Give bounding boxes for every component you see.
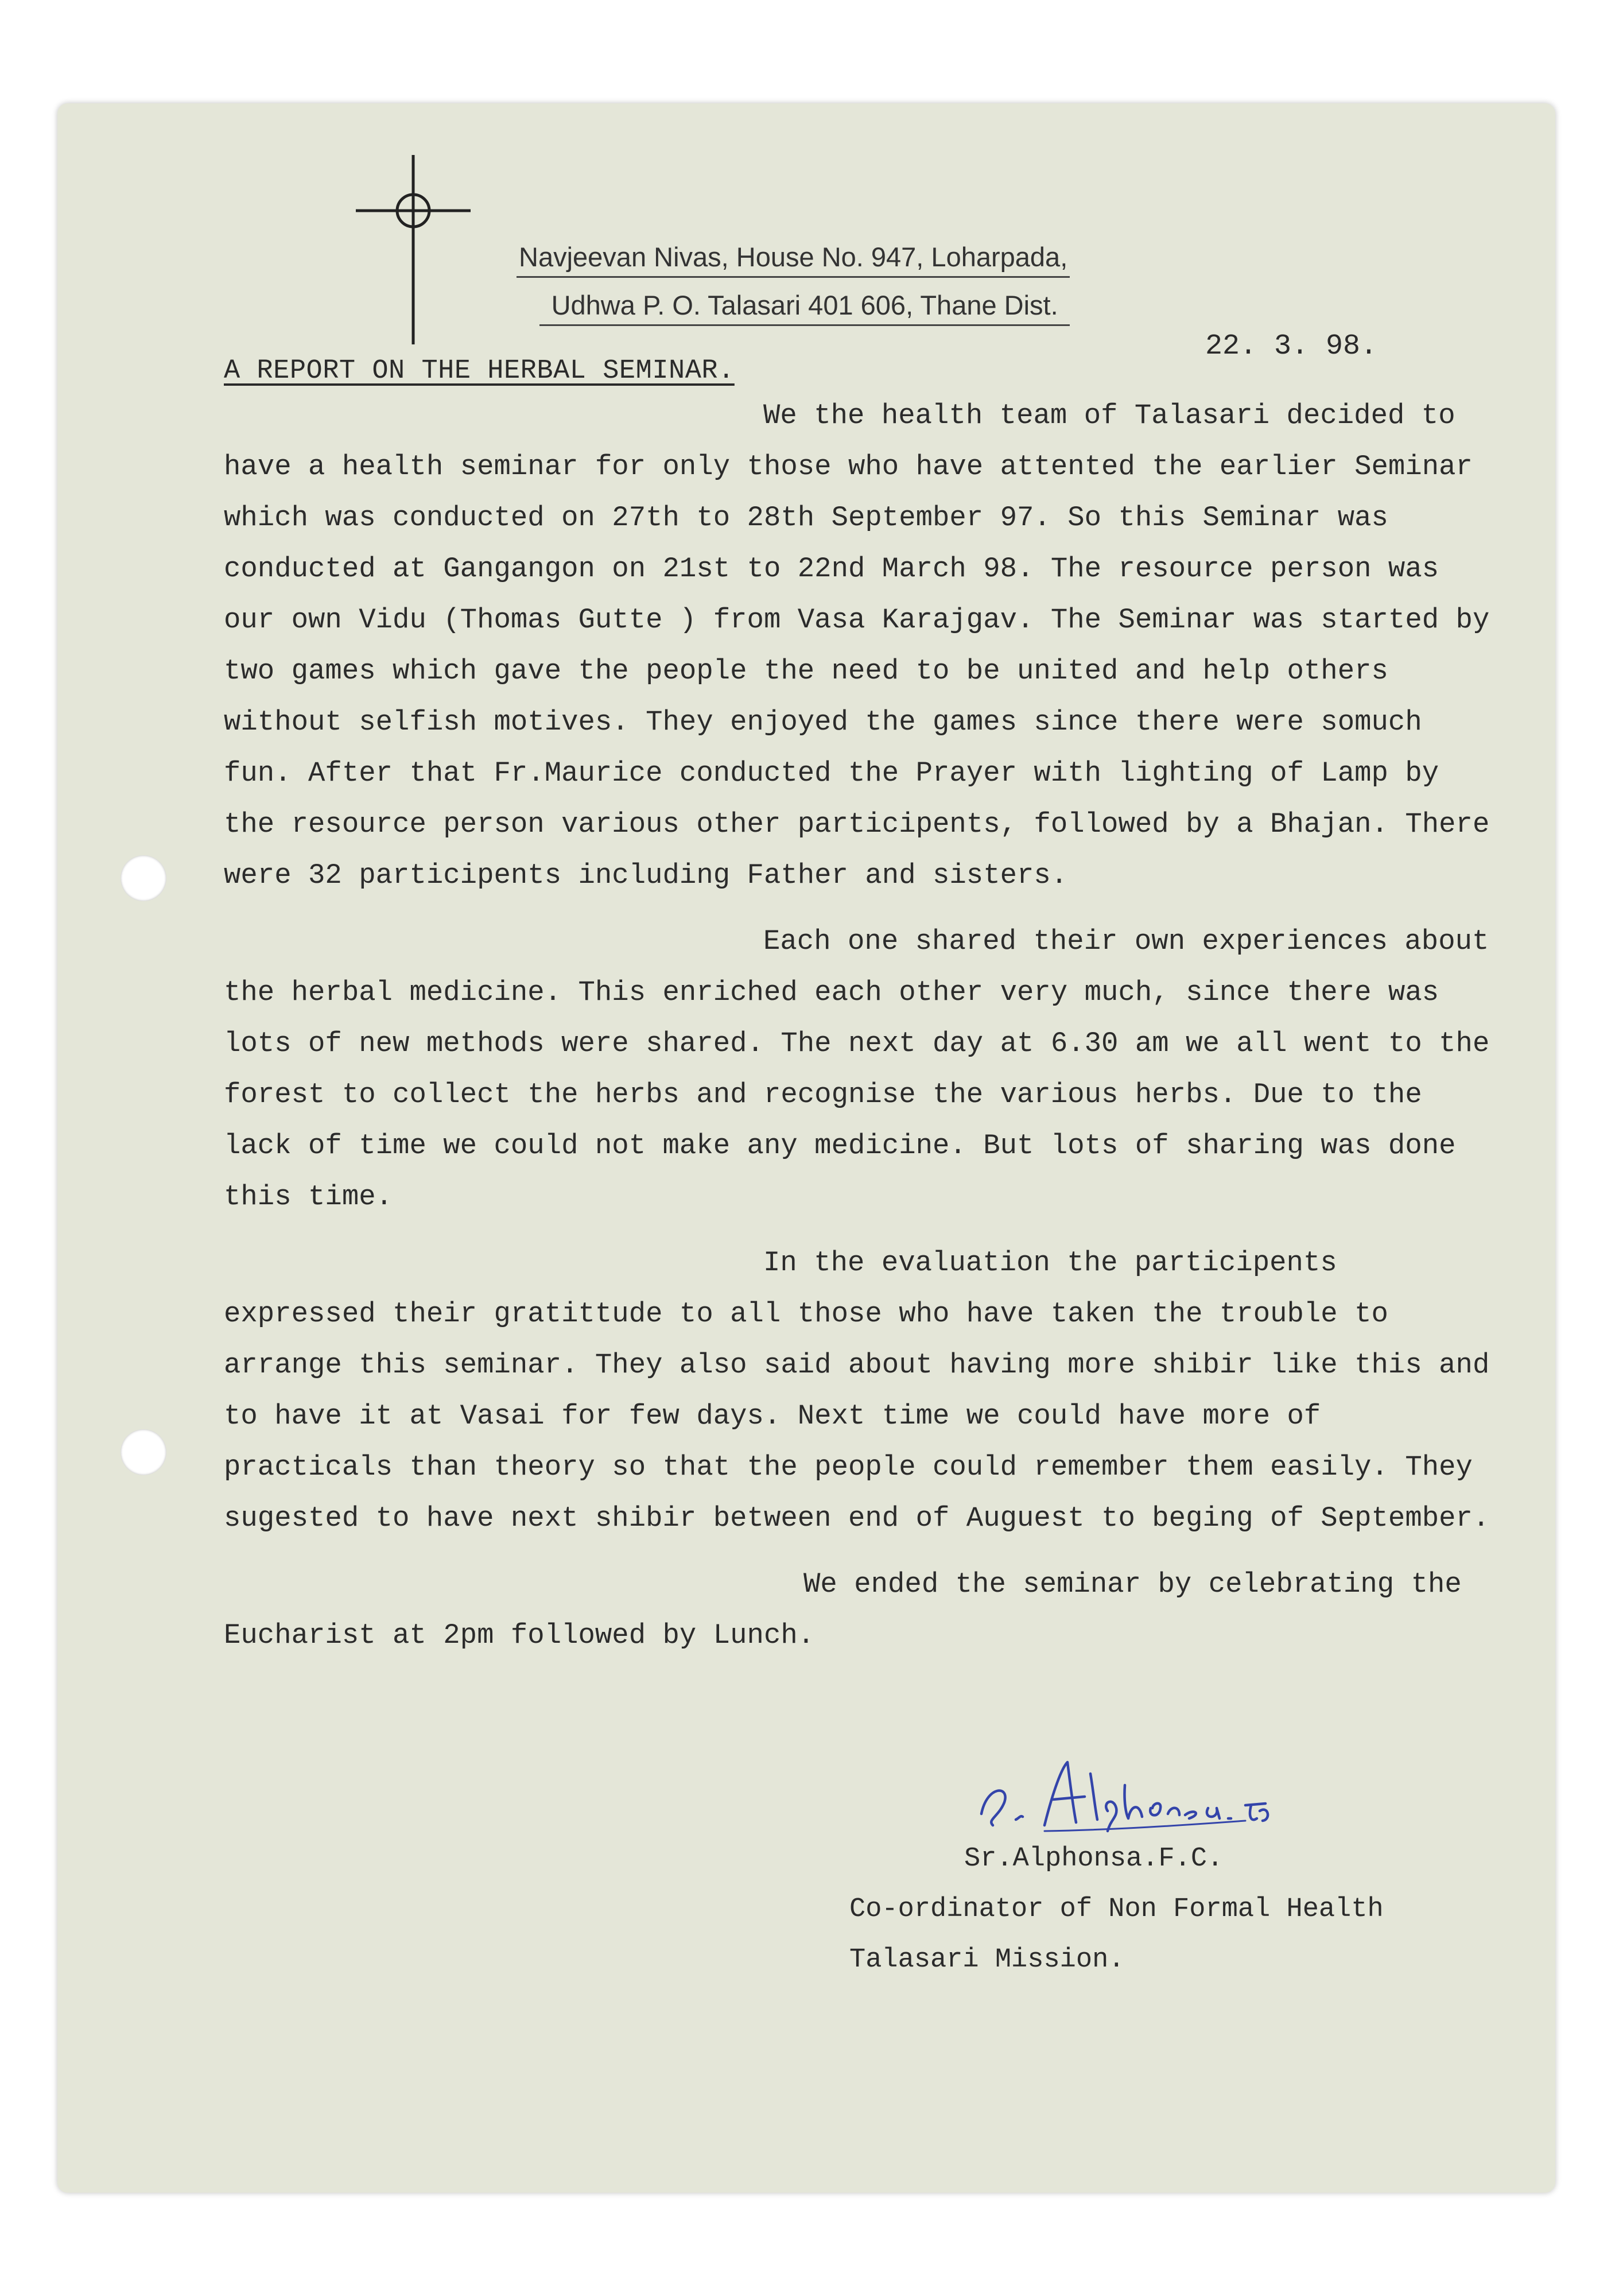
punch-hole-bottom <box>121 1429 166 1475</box>
cross-emblem-icon <box>356 155 471 344</box>
address-line-2: Udhwa P. O. Talasari 401 606, Thane Dist. <box>539 289 1070 326</box>
paragraph-4: We ended the seminar by celebrating the Eucharist at 2pm followed by Lunch. <box>224 1568 1462 1651</box>
signatory-role: Co-ordinator of Non Formal Health <box>849 1894 1384 1925</box>
handwritten-signature <box>976 1751 1274 1837</box>
signatory-details <box>849 1834 1384 1985</box>
report-title: A REPORT ON THE HERBAL SEMINAR. <box>224 356 735 386</box>
document-sheet <box>57 103 1555 2193</box>
letterhead-address <box>517 241 1070 338</box>
report-body <box>224 390 1504 1676</box>
signatory-mission: Talasari Mission. <box>849 1945 1125 1975</box>
paragraph-1: We the health team of Talasari decided to have a health seminar for only those who have attented the earlier Seminar which was conducted on 27th to 28th September 97. So this Seminar was conducted at Gangangon on 21st to 22nd March 98. The resource person was our own Vidu (Thomas Gutte ) from Vasa Karajgav. The Seminar was started by two games which gave the people the need to be united and help others without selfish motives. They enjoyed the games since there were somuch fun. After that Fr.Maurice conducted the Prayer with lighting of Lamp by the resource person various other participents, followed by a Bhajan. There were 32 participents including Father and sisters. <box>224 400 1490 891</box>
signatory-name: Sr.Alphonsa.F.C. <box>964 1844 1224 1874</box>
paragraph-2: Each one shared their own experiences about the herbal medicine. This enriched each other very much, since there was lots of new methods were shared. The next day at 6.30 am we all went to the forest to collect the herbs and recognise the various herbs. Due to the lack of time we could not make any medicine. But lots of sharing was done this time. <box>224 925 1490 1213</box>
document-date: 22. 3. 98. <box>1205 330 1378 363</box>
paragraph-3: In the evaluation the participents expressed their gratittude to all those who have taken the trouble to arrange this seminar. They also said about having more shibir like this and to have it at Vasai for few days. Next time we could have more of practicals than theory so that the people could remember them easily. They sugested to have next shibir between end of Auguest to beging of September. <box>224 1247 1490 1534</box>
punch-hole-top <box>121 855 166 901</box>
address-line-1: Navjeevan Nivas, House No. 947, Loharpada, <box>517 241 1070 278</box>
